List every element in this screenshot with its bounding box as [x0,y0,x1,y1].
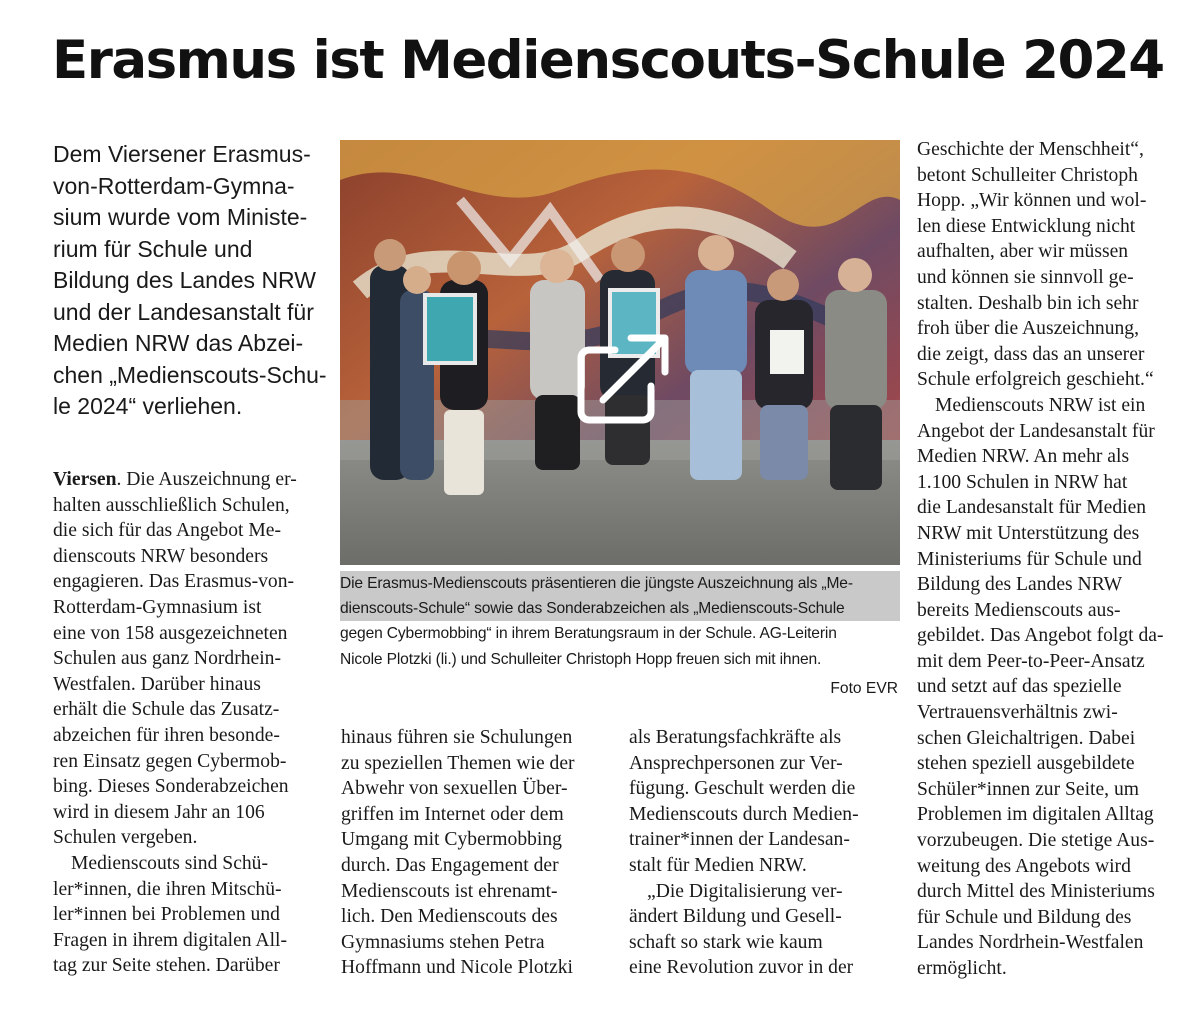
body-line: aufhalten, aber wir müssen [917,241,1129,263]
lede-line: von-Rotterdam-Gymna- [53,172,295,199]
body-line: ren Einsatz gegen Cybermob- [53,750,287,772]
body-line: NRW mit Unterstützung des [917,522,1140,544]
body-line: Landes Nordrhein-Westfalen [917,932,1144,954]
lede-line: chen „Medienscouts-Schu- [53,361,327,388]
body-line: engagieren. Das Erasmus-von- [53,571,295,593]
body-line: eine Revolution zuvor in der [629,957,854,979]
body-line: Ministeriums für Schule und [917,548,1142,570]
lede-line: Bildung des Landes NRW [53,267,316,293]
body-line: abzeichen für ihren besonde- [53,724,280,746]
body-line: bing. Dieses Sonderabzeichen [53,776,289,798]
body-line: und setzt auf das spezielle [917,676,1122,698]
article-column-2 [341,725,611,981]
body-line: betont Schulleiter Christoph [917,164,1138,186]
body-line: wird in diesem Jahr an 106 [53,801,265,823]
body-line: Problemen im digitalen Alltag [917,804,1154,826]
lede-line: le 2024“ verliehen. [53,393,243,419]
body-line: Bildung des Landes NRW [917,574,1123,596]
body-line: durch Mittel des Ministeriums [917,881,1155,903]
body-line: Medienscouts sind Schü- [71,852,269,874]
body-line [53,467,323,493]
body-line: als Beratungsfachkräfte als [629,727,842,748]
body-line: stalten. Deshalb bin ich sehr [917,292,1139,314]
body-line: Schulen vergeben. [53,827,198,849]
lede-line: und der Landesanstalt für [53,298,314,325]
photo-caption [340,571,900,672]
body-line: schen Gleichaltrigen. Dabei [917,727,1136,749]
body-line: ler*innen, die ihren Mitschü- [53,878,282,900]
body-line: durch. Das Engagement der [341,854,559,876]
body-line: dienscouts NRW besonders [53,545,269,567]
body-line: Westfalen. Darüber hinaus [53,673,261,695]
body-line: ermöglicht. [917,958,1007,979]
body-line: vorzubeugen. Die stetige Aus- [917,830,1155,852]
body-line: die sich für das Angebot Me- [53,520,281,542]
caption-line: Die Erasmus-Medienscouts präsentieren die jüngste Auszeichnung als „Me- [340,571,900,596]
body-line: schaft so stark wie kaum [629,931,823,953]
body-line: froh über die Auszeichnung, [917,318,1139,340]
body-line: Hoffmann und Nicole Plotzki [341,957,574,979]
body-line: 1.100 Schulen in NRW hat [917,471,1128,493]
body-line: Schule erfolgreich geschieht.“ [917,369,1154,391]
body-line: die Landesanstalt für Medien [917,497,1147,519]
body-line: tag zur Seite stehen. Darüber [53,955,280,977]
article-headline: Erasmus ist Medienscouts-Schule 2024 [52,30,1164,91]
body-line: Medienscouts ist ehrenamt- [341,880,558,902]
lede-line: sium wurde vom Ministe- [53,204,308,230]
body-line: stehen speziell ausgebildete [917,753,1135,775]
body-line: lich. Den Medienscouts des [341,906,558,928]
body-line: Rotterdam-Gymnasium ist [53,596,262,618]
body-line: „Die Digitalisierung ver- [647,880,843,902]
body-line: Schulen aus ganz Nordrhein- [53,648,281,670]
lede-line: Medien NRW das Abzei- [53,330,304,356]
caption-line: Nicole Plotzki (li.) und Schulleiter Christoph Hopp freuen sich mit ihnen. [340,650,822,668]
body-line: Ansprechpersonen zur Ver- [629,752,843,774]
body-line: eine von 158 ausgezeichneten [53,622,288,644]
article-column-1 [53,467,323,979]
body-line: Gymnasiums stehen Petra [341,931,545,953]
body-line: len diese Entwicklung nicht [917,215,1136,237]
body-line: für Schule und Bildung des [917,906,1132,928]
body-line: stalt für Medien NRW. [629,854,807,876]
body-line: griffen im Internet oder dem [341,803,564,825]
body-line: trainer*innen der Landesan- [629,829,850,851]
body-line: erhält die Schule das Zusatz- [53,699,280,721]
article-column-3 [629,725,899,981]
body-line: weitung des Angebots wird [917,855,1131,877]
body-line: fügung. Geschult werden die [629,778,856,800]
body-line: Umgang mit Cybermobbing [341,829,562,851]
body-line: Geschichte der Menschheit“, [917,139,1144,160]
article-column-4 [917,137,1192,982]
body-line: die zeigt, dass das an unserer [917,343,1145,365]
body-line: hinaus führen sie Schulungen [341,727,573,748]
lede-line: Dem Viersener Erasmus- [53,141,311,167]
open-external-icon[interactable] [575,330,670,425]
body-line: Hopp. „Wir können und wol- [917,190,1147,212]
body-line: Medien NRW. An mehr als [917,446,1130,468]
body-line: Schüler*innen zur Seite, um [917,778,1140,800]
caption-line: dienscouts-Schule“ sowie das Sonderabzeichen als „Medienscouts-Schule [340,596,900,621]
body-text: . Die Auszeichnung er- [116,469,297,490]
body-line: Medienscouts durch Medien- [629,803,859,825]
body-line: Abwehr von sexuellen Über- [341,778,568,800]
body-line: Fragen in ihrem digitalen All- [53,929,287,951]
body-line: mit dem Peer-to-Peer-Ansatz [917,650,1145,672]
body-line: bereits Medienscouts aus- [917,599,1121,621]
photo-credit: Foto EVR [830,680,898,697]
body-line: Vertrauensverhältnis zwi- [917,702,1118,724]
article-lede [53,139,328,423]
body-line: ändert Bildung und Gesell- [629,906,842,928]
body-line: ler*innen bei Problemen und [53,904,280,926]
body-line: halten ausschließlich Schulen, [53,494,290,516]
dateline: Viersen [53,469,117,490]
body-line: und können sie sinnvoll ge- [917,266,1134,288]
body-line: Medienscouts NRW ist ein [935,394,1146,416]
body-line: zu speziellen Themen wie der [341,752,575,774]
lede-line: rium für Schule und [53,235,253,262]
caption-line: gegen Cybermobbing“ in ihrem Beratungsraum in der Schule. AG-Leiterin [340,625,837,643]
body-line: Angebot der Landesanstalt für [917,420,1155,442]
body-line: gebildet. Das Angebot folgt da- [917,625,1164,647]
